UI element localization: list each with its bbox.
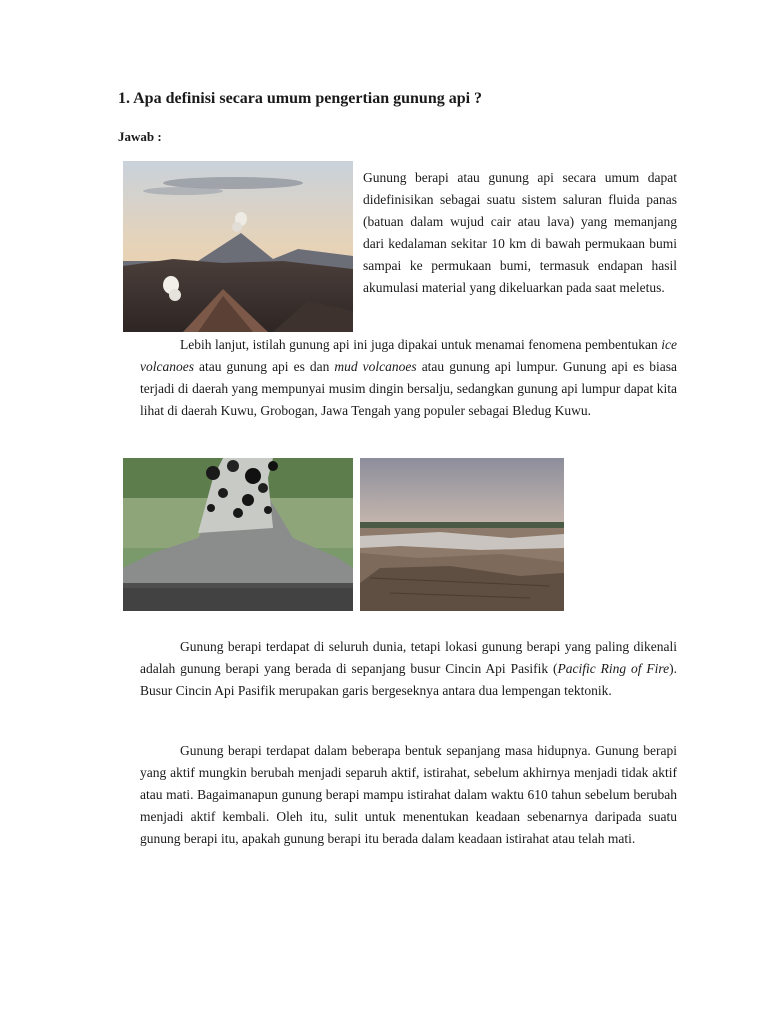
paragraph-ice-mud-volcanoes — [140, 334, 677, 422]
mud-volcano-eruption-image — [123, 458, 353, 611]
intro-paragraph: Gunung berapi atau gunung api secara umum dapat didefinisikan sebagai suatu sistem saluran fluida panas (batuan dalam wujud cair atau lava) yang memanjang dari kedalaman sekitar 10 km di bawah permukaan bumi sampai ke permukaan bumi, termasuk endapan hasil akumulasi material yang dikeluarkan pada saat meletus. — [363, 170, 677, 295]
answer-label: Jawab : — [118, 129, 162, 144]
para-text: atau gunung api lumpur. Gunung api es biasa terjadi di daerah yang mempunyai musim dingin bersalju, sedangkan gunung api lumpur dapat kita lihat di daerah Kuwu, Grobogan, Jawa Tengah yang populer sebagai Bledug Kuwu. — [140, 359, 677, 418]
para-text: Gunung berapi terdapat di seluruh dunia, tetapi lokasi gunung berapi yang paling dikenali adalah gunung berapi yang berada di sepanjang busur Cincin Api Pasifik ( — [140, 639, 677, 676]
term-pacific-ring-of-fire: Pacific Ring of Fire — [557, 661, 670, 676]
paragraph-volcano-forms — [140, 740, 677, 850]
question-heading: 1. Apa definisi secara umum pengertian gunung api ? — [118, 90, 483, 107]
para-text: Lebih lanjut, istilah gunung api ini juga dipakai untuk menamai fenomena pembentukan — [180, 337, 662, 352]
paragraph-ring-of-fire — [140, 636, 677, 702]
para-text: Gunung berapi terdapat dalam beberapa bentuk sepanjang masa hidupnya. Gunung berapi yang aktif mungkin berubah menjadi separuh aktif, istirahat, sebelum akhirnya menjadi tidak aktif atau mati. Bagaimanapun gunung berapi mampu istirahat dalam waktu 610 tahun sebelum berubah menjadi aktif kembali. Oleh itu, sulit untuk menentukan keadaan sebenarnya daripada suatu gunung berapi itu, apakah gunung berapi itu berada dalam keadaan istirahat atau telah mati. — [140, 743, 677, 846]
term-ice-volcanoes: ice volcanoes — [140, 337, 677, 374]
volcano-landscape-image — [123, 161, 353, 332]
para-text: ). Busur Cincin Api Pasifik merupakan garis bergeseknya antara dua lempengan tektonik. — [140, 661, 677, 698]
para-text: atau gunung api es dan — [193, 359, 335, 374]
term-mud-volcanoes: mud volcanoes — [334, 359, 417, 374]
mud-field-landscape-image — [360, 458, 564, 611]
